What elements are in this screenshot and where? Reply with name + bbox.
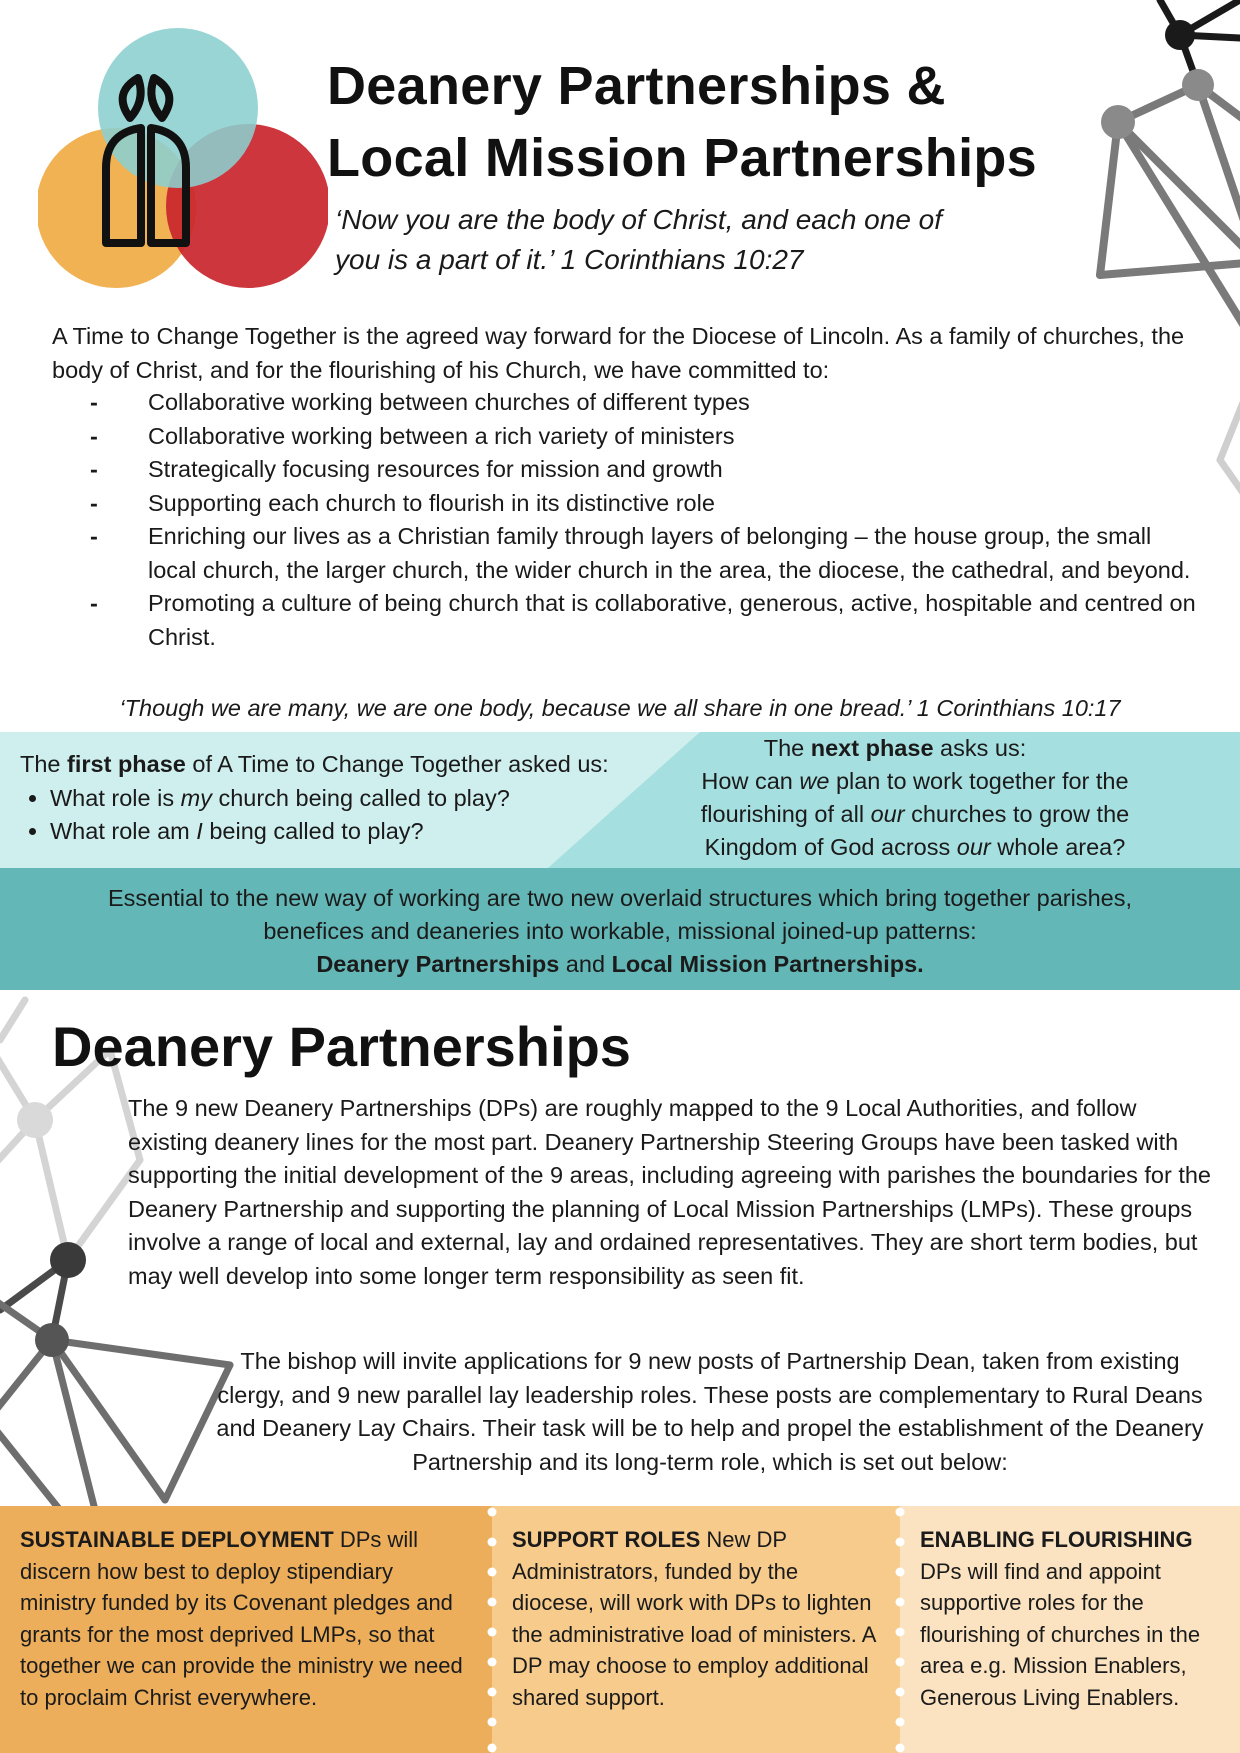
title-line-1: Deanery Partnerships & <box>327 56 946 116</box>
column-sustainable-deployment <box>0 1506 492 1753</box>
closing-quote: ‘Though we are many, we are one body, because we all share in one bread.’ 1 Corinthians 10:17 <box>119 695 1121 721</box>
list-item: - Promoting a culture of being church that is collaborative, generous, active, hospitable and centred on Christ. <box>52 587 1202 654</box>
opening-quote: ‘Now you are the body of Christ, and each one of you is a part of it.’ 1 Corinthians 10:27 <box>335 204 943 275</box>
column-text: DPs will find and appoint supportive roles for the flourishing of churches in the area e.g. Mission Enablers, Generous Living Enablers. <box>920 1558 1201 1710</box>
list-item: • What role is my church being called to play? <box>50 782 660 816</box>
column-heading: ENABLING FLOURISHING <box>920 1527 1193 1552</box>
title-line-2: Local Mission Partnerships <box>327 128 1037 188</box>
column-divider <box>487 1506 497 1753</box>
column-text: DPs will discern how best to deploy stipendiary ministry funded by its Covenant pledges and grants for the most deprived LMPs, so that together we can provide the ministry we need to proclaim Christ everywhere. <box>20 1527 463 1710</box>
next-phase-question: How can we plan to work together for the flourishing of all our churches to grow the Kingdom of God across our whole area? <box>700 768 1130 860</box>
diocese-logo <box>38 28 328 296</box>
list-item: - Collaborative working between churches of different types <box>52 386 1202 420</box>
next-phase-intro: The next phase asks us: <box>763 735 1027 761</box>
intro-paragraph: A Time to Change Together is the agreed way forward for the Diocese of Lincoln. As a family of churches, the body of Christ, and for the flourishing of his Church, we have committed to: <box>52 323 1185 383</box>
column-text: New DP Administrators, funded by the diocese, will work with DPs to lighten the administrative load of ministers. A DP may choose to employ additional shared support. <box>512 1527 876 1710</box>
deanery-partnerships-heading: Deanery Partnerships <box>52 1015 631 1078</box>
page-title <box>327 50 1037 194</box>
column-support-roles <box>492 1506 900 1753</box>
next-phase-box <box>600 732 1230 864</box>
first-phase-intro: The first phase of A Time to Change Together asked us: <box>20 751 609 777</box>
deanery-paragraph-2: The bishop will invite applications for 9 new posts of Partnership Dean, taken from existing clergy, and 9 new parallel lay leadership roles. These posts are complementary to Rural Deans and Deanery Lay Chairs. Their task will be to help and propel the establishment of the Deanery Partnership and its long-term role, which is set out below: <box>216 1348 1204 1475</box>
column-enabling-flourishing <box>900 1506 1240 1753</box>
list-item: - Enriching our lives as a Christian family through layers of belonging – the house group, the small local church, the larger church, the wider church in the area, the diocese, the cathedral, and beyond. <box>52 520 1202 587</box>
list-item: - Supporting each church to flourish in its distinctive role <box>52 487 1202 521</box>
list-item: - Strategically focusing resources for mission and growth <box>52 453 1202 487</box>
column-heading: SUPPORT ROLES <box>512 1527 701 1552</box>
column-heading: SUSTAINABLE DEPLOYMENT <box>20 1527 334 1552</box>
deanery-paragraph-1: The 9 new Deanery Partnerships (DPs) are roughly mapped to the 9 Local Authorities, and follow existing deanery lines for the most part. Deanery Partnership Steering Groups have been tasked with supporting the initial development of the 9 areas, including agreeing with parishes the boundaries for the Deanery Partnership and supporting the planning of Local Mission Partnerships (LMPs). These groups involve a range of local and external, lay and ordained representatives. They are short term bodies, but may well develop into some longer term responsibility as seen fit. <box>128 1095 1211 1289</box>
list-item: • What role am I being called to play? <box>50 815 660 849</box>
essential-structures-banner: Essential to the new way of working are two new overlaid structures which bring together parishes, benefices and deaneries into workable, missional joined-up patterns: Deanery Partnerships and Local Mission Partnerships. <box>0 868 1240 990</box>
first-phase-questions <box>20 782 660 849</box>
commitments-list <box>52 386 1202 654</box>
column-divider <box>895 1506 905 1753</box>
list-item: - Collaborative working between a rich variety of ministers <box>52 420 1202 454</box>
